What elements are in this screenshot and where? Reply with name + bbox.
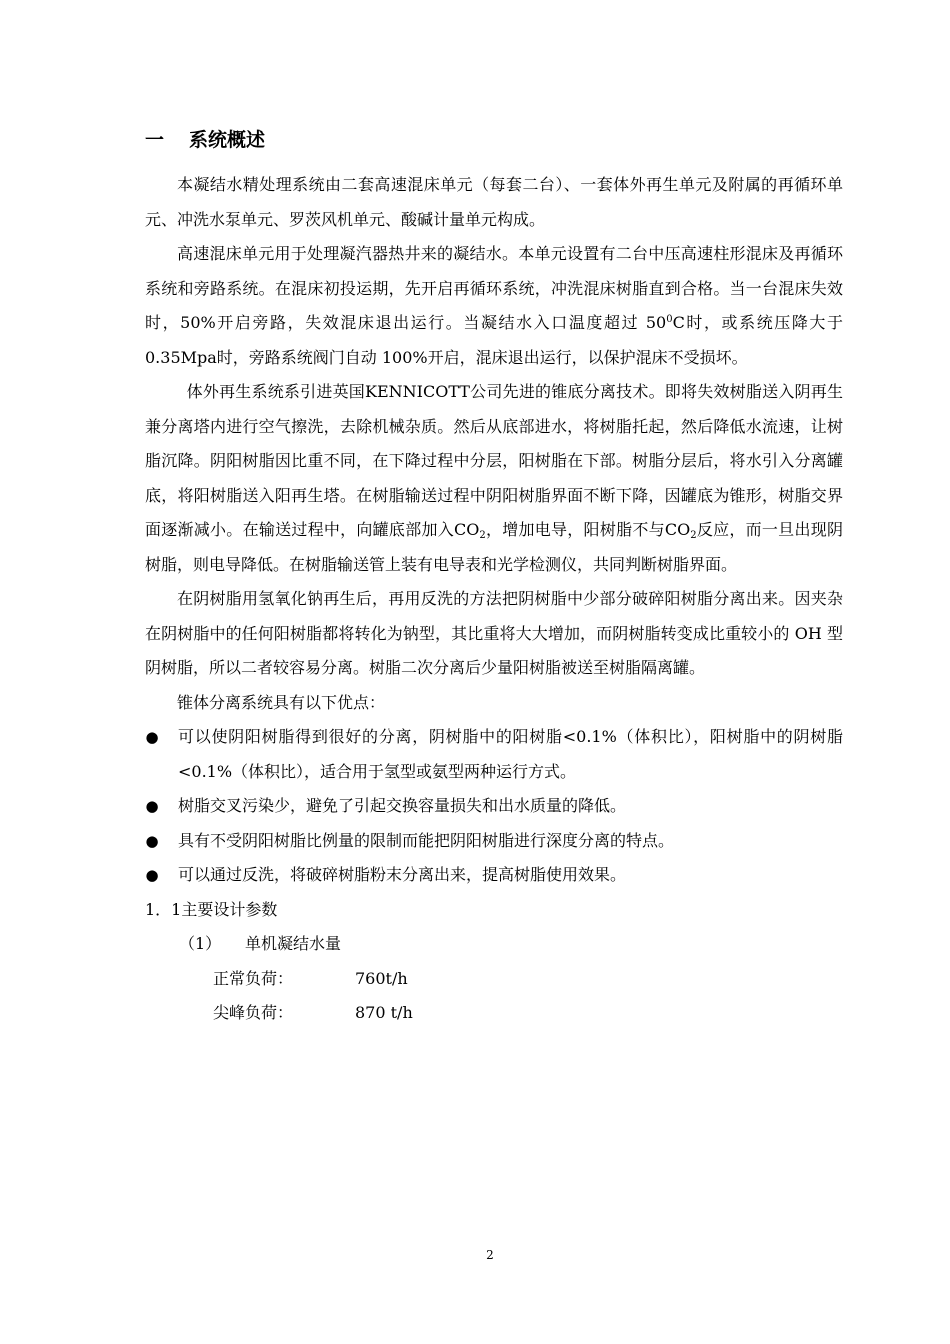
bullet-text: 可以使阴阳树脂得到很好的分离，阴树脂中的阳树脂<0.1%（体积比），阳树脂中的阴树脂<0.1%（体积比），适合用于氢型或氨型两种运行方式。 (178, 727, 843, 781)
document-body (145, 168, 843, 1031)
paragraph-regeneration-text-a: 体外再生系统系引进英国KENNICOTT公司先进的锥底分离技术。即将失效树脂送入阴再生兼分离塔内进行空气擦洗，去除机械杂质。然后从底部进水，将树脂托起，然后降低水流速，让树脂沉降。阴阳树脂因比重不同，在下降过程中分层，阳树脂在下部。树脂分层后，将水引入分离罐底，将阳树脂送入阳再生塔。在树脂输送过程中阴阳树脂界面不断下降，因罐底为锥形，树脂交界面逐渐减小。在输送过程中，向罐底部加入CO (145, 382, 843, 539)
bullet-item (145, 720, 843, 789)
section-title: 系统概述 (189, 129, 266, 151)
param-value: 870 t/h (355, 1003, 413, 1022)
bullet-item (145, 789, 843, 824)
bullet-icon: ● (145, 797, 159, 815)
paragraph-system-composition: 本凝结水精处理系统由二套高速混床单元（每套二台）、一套体外再生单元及附属的再循环单元、冲洗水泵单元、罗茨风机单元、酸碱计量单元构成。 (145, 175, 843, 229)
param-key: 尖峰负荷： (213, 1003, 294, 1022)
paragraph-regeneration-text-b: ，增加电导，阳树脂不与CO (485, 520, 691, 539)
co2-subscript: 2 (479, 530, 486, 541)
paragraph-mixed-bed-unit (145, 237, 843, 375)
bullet-text: 可以通过反洗，将破碎树脂粉末分离出来，提高树脂使用效果。 (178, 865, 627, 884)
paragraph-external-regeneration (145, 375, 843, 582)
paragraph-advantages-intro: 锥体分离系统具有以下优点： (177, 692, 386, 712)
param-row-peak-load (145, 996, 843, 1031)
paragraph-mixed-bed-text-a: 高速混床单元用于处理凝汽器热井来的凝结水。本单元设置有二台中压高速柱形混床及再循环系统和旁路系统。在混床初投运期，先开启再循环系统，冲洗混床树脂直到合格。当一台混床失效时，50%开启旁路，失效混床退出运行。当凝结水入口温度超过 50 (145, 244, 843, 332)
bullet-item (145, 824, 843, 859)
item-text: 单机凝结水量 (245, 934, 342, 953)
bullet-icon: ● (145, 866, 159, 884)
bullet-icon: ● (145, 831, 159, 850)
param-key: 正常负荷： (213, 968, 294, 988)
bullet-item (145, 858, 843, 893)
section-number: 一 (145, 129, 165, 151)
param-value: 760t/h (355, 968, 408, 988)
bullet-icon: ● (145, 728, 159, 746)
bullet-text: 具有不受阴阳树脂比例量的限制而能把阴阳树脂进行深度分离的特点。 (178, 830, 675, 850)
param-row-normal-load (145, 962, 843, 997)
paragraph-anion-regeneration: 在阴树脂用氢氧化钠再生后，再用反洗的方法把阴树脂中少部分破碎阳树脂分离出来。因夹杂在阴树脂中的任何阳树脂都将转化为钠型，其比重将大大增加，而阴树脂转变成比重较小的 OH 型阴树脂，所以二者较容易分离。树脂二次分离后少量阳树脂被送至树脂隔离罐。 (145, 589, 843, 677)
design-param-item (145, 927, 843, 962)
paragraph-mixed-bed-text-b: C时，或系统压降大于 0.35Mpa时，旁路系统阀门自动 100%开启，混床退出运行，以保护混床不受损坏。 (145, 313, 844, 367)
item-number: （1） (179, 934, 222, 953)
co2-subscript: 2 (690, 530, 697, 541)
subsection-title: 1．1主要设计参数 (145, 899, 278, 919)
paragraph-regeneration-text-c: 反应，而一旦出现阴树脂，则电导降低。在树脂输送管上装有电导表和光学检测仪，共同判断树脂界面。 (145, 520, 843, 574)
degree-superscript: 0 (666, 314, 673, 325)
bullet-text: 树脂交叉污染少，避免了引起交换容量损失和出水质量的降低。 (178, 796, 627, 815)
section-heading (145, 124, 265, 156)
page-number: 2 (486, 1248, 494, 1262)
